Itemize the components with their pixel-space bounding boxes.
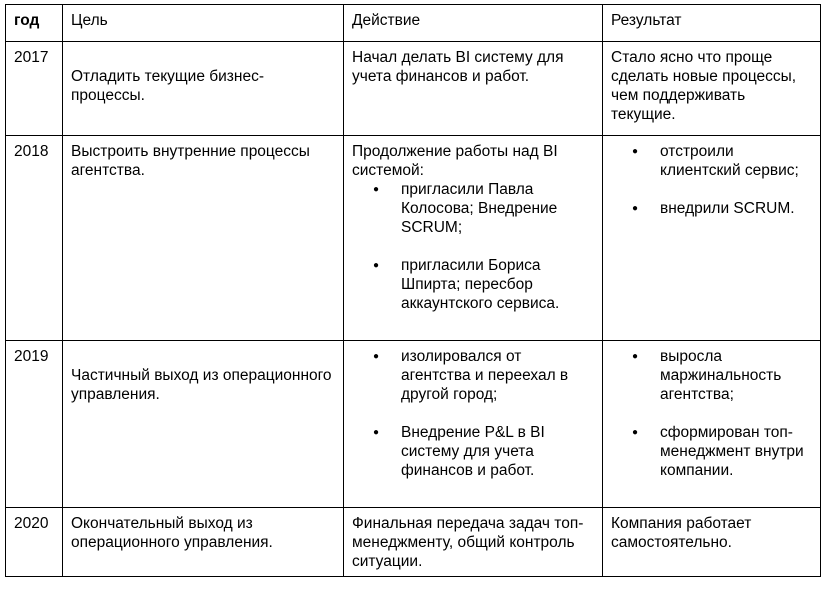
action-cell: [344, 341, 603, 508]
goal-cell: Окончательный выход из операционного управления.: [63, 508, 344, 577]
goal-text: Отладить текущие бизнес-процессы.: [71, 68, 264, 104]
table-row: [6, 341, 821, 508]
action-cell: Финальная передача задач топ-менеджменту, общий контроль ситуации.: [344, 508, 603, 577]
list-item: ● пригласили Павла Колосова; Внедрение SCRUM;: [352, 180, 594, 237]
goal-cell: Выстроить внутренние процессы агентства.: [63, 136, 344, 341]
list-item: ● пригласили Бориса Шпирта; пересбор аккаунтского сервиса.: [352, 256, 594, 313]
result-cell: Стало ясно что проще сделать новые процессы, чем поддерживать текущие.: [603, 42, 821, 136]
result-list: [611, 142, 812, 218]
header-year: год: [6, 5, 63, 42]
action-list: [352, 180, 594, 313]
action-cell: [344, 136, 603, 341]
header-action: Действие: [344, 5, 603, 42]
goal-text: Частичный выход из операционного управления.: [71, 367, 332, 403]
list-item: ● сформирован топ-менеджмент внутри компании.: [611, 423, 812, 480]
goal-cell: [63, 341, 344, 508]
table-row: [6, 42, 821, 136]
header-result: Результат: [603, 5, 821, 42]
action-cell: Начал делать BI систему для учета финансов и работ.: [344, 42, 603, 136]
result-list: [611, 347, 812, 480]
list-item: ● выросла маржинальность агентства;: [611, 347, 812, 404]
year-cell: 2020: [6, 508, 63, 577]
table-row: [6, 136, 821, 341]
list-item: ● внедрили SCRUM.: [611, 199, 812, 218]
list-item: ● отстроили клиентский сервис;: [611, 142, 812, 180]
table-row: [6, 508, 821, 577]
result-cell: [603, 136, 821, 341]
result-cell: Компания работает самостоятельно.: [603, 508, 821, 577]
year-cell: 2019: [6, 341, 63, 508]
action-intro: Продолжение работы над BI системой:: [352, 143, 558, 179]
header-goal: Цель: [63, 5, 344, 42]
list-item: ● Внедрение P&L в BI систему для учета финансов и работ.: [352, 423, 594, 480]
result-cell: [603, 341, 821, 508]
action-list: [352, 347, 594, 480]
goals-table: [5, 4, 821, 577]
header-row: [6, 5, 821, 42]
goal-cell: [63, 42, 344, 136]
list-item: ● изолировался от агентства и переехал в другой город;: [352, 347, 594, 404]
year-cell: 2017: [6, 42, 63, 136]
year-cell: 2018: [6, 136, 63, 341]
